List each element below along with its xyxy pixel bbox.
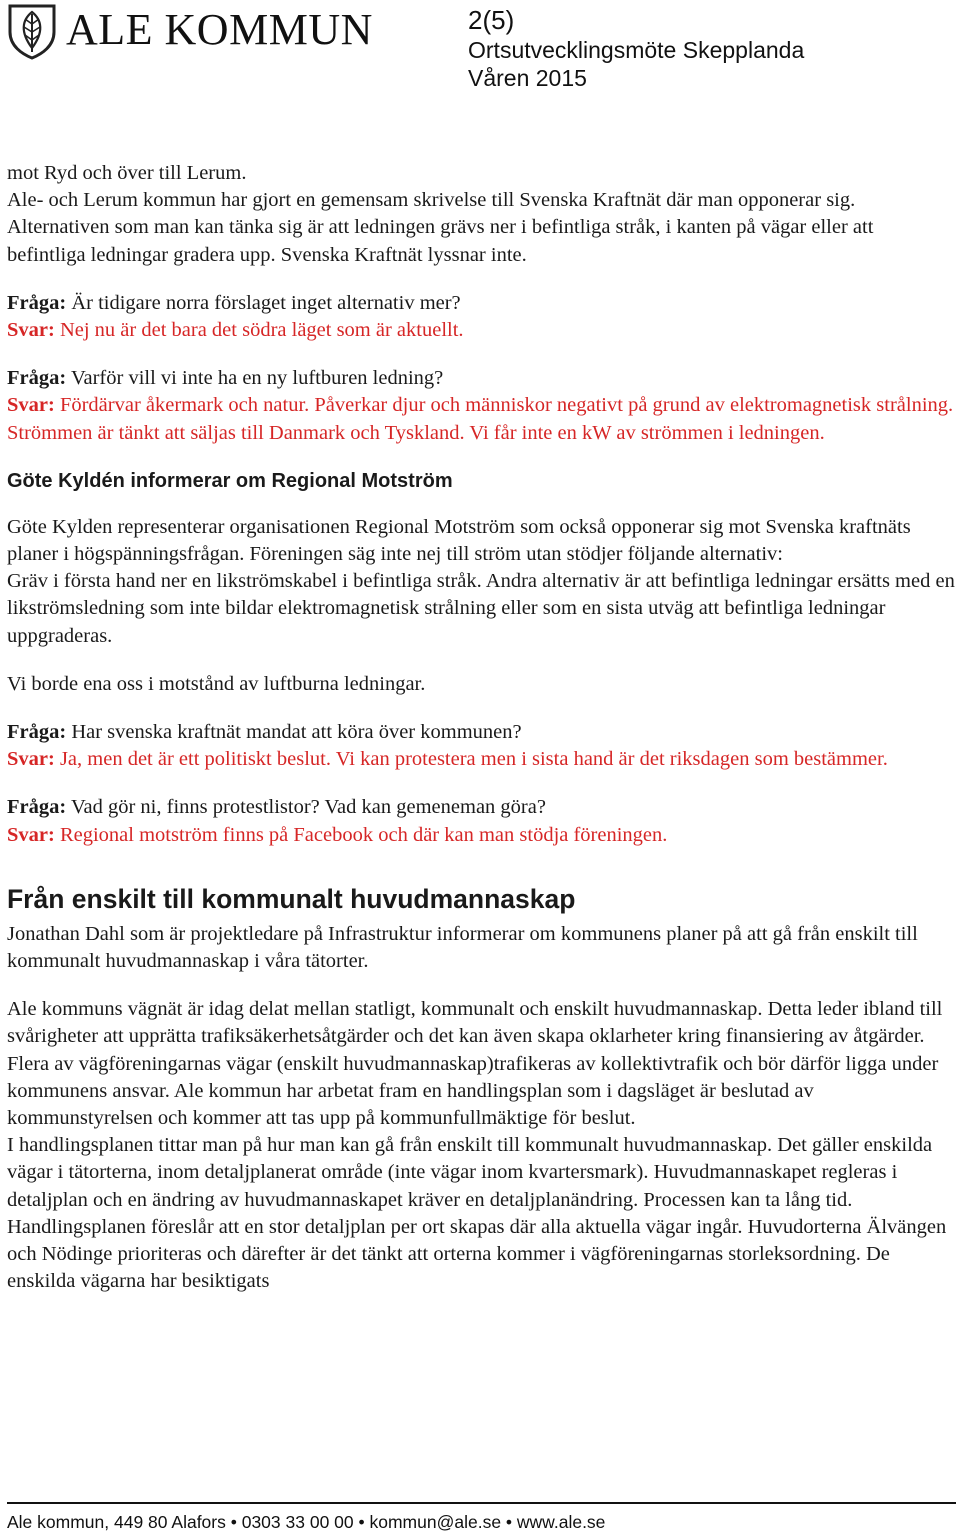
question-label: Fråga: — [7, 367, 67, 390]
footer-divider — [7, 1502, 956, 1504]
qa-block — [7, 719, 955, 773]
paragraph-text: Ale- och Lerum kommun har gjort en gemensam skrivelse till Svenska Kraftnät där man opponerar sig. Alternativen som man kan tänka sig är att ledningen grävs ner i befintliga stråk, i kanten på vägar eller att befintliga ledningar gradera upp. Svenska Kraftnät lyssnar inte. — [7, 189, 874, 266]
paragraph-text: I handlingsplanen tittar man på hur man kan gå från enskilt till kommunalt huvudmannaskap. Det gäller enskilda vägar i tätorterna, inom detaljplanerat område (inte vägar inom kvartersmark). Huvudmannaskapet regleras i detaljplan och en ändring av huvudmannaskapet kräver en detaljplanändring. Processen kan ta lång tid. Handlingsplanen föreslår att en stor detaljplan per ort skapas där alla aktuella vägar ingår. Huvudorterna Älvängen och Nödinge prioriteras och därefter är det tänkt att orterna kommer i vägföreningarnas storleksordning. De enskilda vägarna har besiktigats — [7, 1134, 947, 1293]
answer-text: Fördärvar åkermark och natur. Påverkar djur och människor negativt på grund av elektromagnetisk strålning. Strömmen är tänkt att säljas till Danmark och Tyskland. Vi får inte en kW av strömmen i ledningen. — [7, 394, 954, 444]
answer-text: Regional motström finns på Facebook och där kan man stödja föreningen. — [54, 823, 668, 846]
answer-label: Svar: — [7, 319, 55, 342]
paragraph-text: Göte Kylden representerar organisationen Regional Motström som också opponerar sig mot Svenska kraftnäts planer i högspänningsfrågan. Föreningen säg inte nej till ström utan stödjer följande alternativ: — [7, 515, 911, 566]
paragraph: Vi borde ena oss i motstånd av luftburna ledningar. — [7, 672, 426, 695]
answer-label: Svar: — [7, 748, 55, 771]
question-label: Fråga: — [7, 291, 67, 314]
answer-text: Ja, men det är ett politiskt beslut. Vi kan protestera men i sista hand är det riksdagen som bestämmer. — [54, 748, 888, 771]
answer-text: Nej nu är det bara det södra läget som är aktuellt. — [54, 319, 464, 342]
question-text: Varför vill vi inte ha en ny luftburen ledning? — [66, 367, 444, 390]
paragraph-text: Gräv i första hand ner en likströmskabel i befintliga stråk. Andra alternativ är att befintliga ledningar ersätts med en likströmsledning som inte bildar elektromagnetisk strålning eller som en sista utväg att befintliga ledningar uppgraderas. — [7, 570, 955, 647]
page-number: 2(5) — [468, 5, 515, 35]
qa-block — [7, 290, 955, 344]
question-label: Fråga: — [7, 796, 67, 819]
qa-block — [7, 794, 955, 848]
document-body — [7, 160, 955, 1317]
page-footer: Ale kommun, 449 80 Alafors • 0303 33 00 00 • kommun@ale.se • www.ale.se — [7, 1512, 606, 1532]
question-text: Har svenska kraftnät mandat att köra över kommunen? — [66, 721, 522, 744]
paragraph: Jonathan Dahl som är projektledare på Infrastruktur informerar om kommunens planer på att gå från enskilt till kommunalt huvudmannaskap i våra tätorter. — [7, 922, 918, 973]
paragraph — [7, 514, 955, 650]
coat-of-arms-icon — [6, 2, 58, 60]
municipality-logo — [6, 2, 386, 62]
document-title: Ortsutvecklingsmöte Skepplanda — [468, 37, 805, 63]
page-header — [0, 0, 960, 110]
paragraph — [7, 160, 955, 269]
answer-label: Svar: — [7, 823, 55, 846]
question-text: Vad gör ni, finns protestlistor? Vad kan gemeneman göra? — [66, 796, 546, 819]
document-meta — [468, 4, 804, 92]
section-heading: Från enskilt till kommunalt huvudmannaskap — [7, 883, 576, 914]
paragraph-text: Ale kommuns vägnät är idag delat mellan statligt, kommunalt och enskilt huvudmannaskap. Detta leder ibland till svårigheter att upprätta trafiksäkerhetsåtgärder och det kan även skapa oklarheter kring finansiering av åtgärder. Flera av vägföreningarnas vägar (enskilt huvudmannaskap)trafikeras av kollektivtrafik och bör därför ligga under kommunens ansvar. Ale kommun har arbetat fram en handlingsplan som i dagsläget är beslutad av kommunstyrelsen och kommer att tas upp på kommunfullmäktige för beslut. — [7, 998, 943, 1130]
paragraph — [7, 996, 955, 1295]
document-date: Våren 2015 — [468, 65, 587, 91]
qa-block — [7, 365, 955, 447]
question-text: Är tidigare norra förslaget inget alternativ mer? — [66, 291, 461, 314]
logo-text: ALE KOMMUN — [66, 5, 373, 54]
answer-label: Svar: — [7, 394, 55, 417]
subheading: Göte Kyldén informerar om Regional Motström — [7, 469, 453, 492]
paragraph-text: mot Ryd och över till Lerum. — [7, 162, 247, 184]
question-label: Fråga: — [7, 721, 67, 744]
